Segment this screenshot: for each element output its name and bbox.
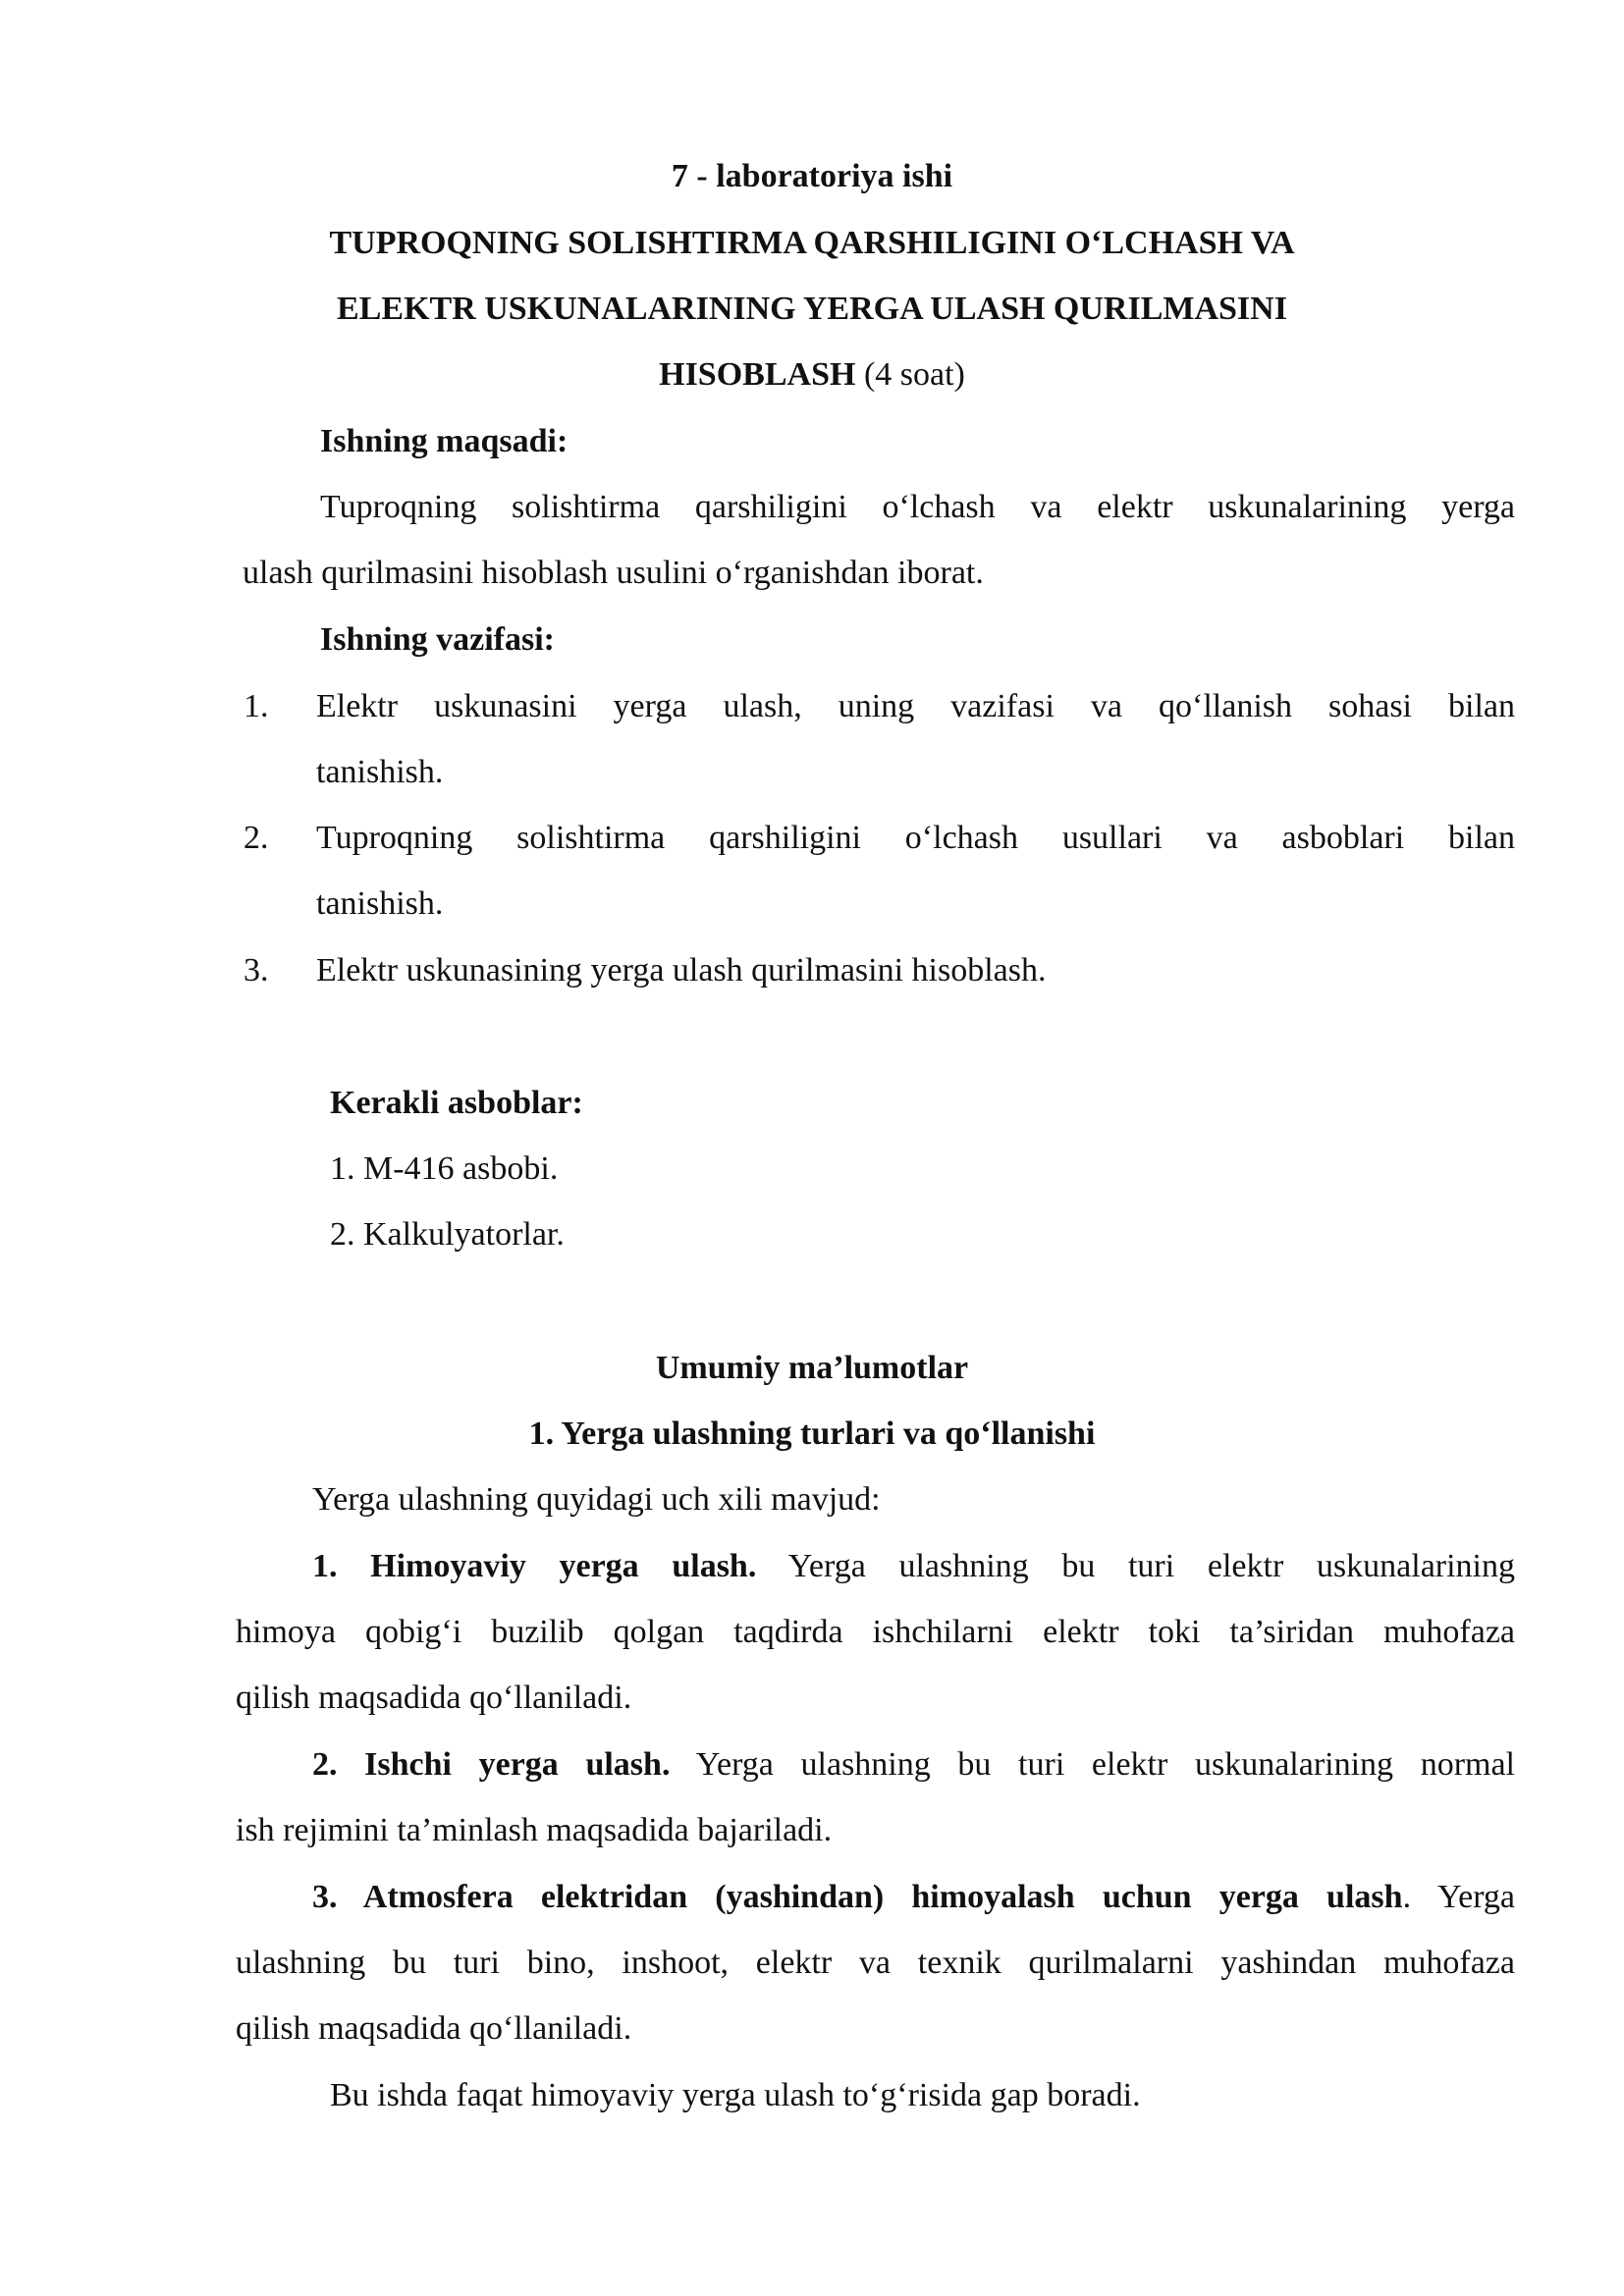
task-2-line-1: Tuproqning solishtirma qarshiligini o‘lchash usullari va asboblari bilan bbox=[316, 820, 1515, 856]
tasks-heading: Ishning vazifasi: bbox=[320, 621, 555, 658]
paragraph-1-line-2: himoya qobig‘i buzilib qolgan taqdirda ishchilarni elektr toki ta’siridan muhofaza bbox=[236, 1614, 1515, 1650]
paragraph-3-line-2: ulashning bu turi bino, inshoot, elektr va texnik qurilmalarni yashindan muhofaza bbox=[236, 1945, 1515, 1981]
closing-sentence: Bu ishda faqat himoyaviy yerga ulash to‘g‘risida gap boradi. bbox=[330, 2077, 1141, 2113]
paragraph-2-line-1 bbox=[312, 1745, 1515, 1785]
title-line-3-hours: (4 soat) bbox=[855, 356, 965, 393]
title-line-1: TUPROQNING SOLISHTIRMA QARSHILIGINI O‘LCHASH VA bbox=[329, 225, 1295, 261]
general-intro: Yerga ulashning quyidagi uch xili mavjud: bbox=[312, 1481, 881, 1518]
goal-line-2: ulash qurilmasini hisoblash usulini o‘rganishdan iborat. bbox=[243, 555, 984, 591]
goal-heading: Ishning maqsadi: bbox=[320, 423, 568, 459]
paragraph-1-bold: 1. Himoyaviy yerga ulash. bbox=[312, 1548, 757, 1584]
title-line-2: ELEKTR USKUNALARINING YERGA ULASH QURILMASINI bbox=[337, 291, 1287, 327]
general-subheading: 1. Yerga ulashning turlari va qo‘llanishi bbox=[528, 1415, 1096, 1452]
task-1-number: 1. bbox=[244, 688, 269, 724]
task-3-number: 3. bbox=[244, 952, 269, 988]
tool-item-2: 2. Kalkulyatorlar. bbox=[330, 1216, 565, 1253]
tools-heading: Kerakli asboblar: bbox=[330, 1085, 583, 1121]
general-heading: Umumiy ma’lumotlar bbox=[655, 1350, 969, 1386]
task-3-line-1: Elektr uskunasining yerga ulash qurilmasini hisoblash. bbox=[316, 952, 1047, 988]
paragraph-3-line-1-text: . Yerga bbox=[1402, 1879, 1516, 1915]
tool-item-1: 1. M-416 asbobi. bbox=[330, 1150, 559, 1187]
goal-line-1: Tuproqning solishtirma qarshiligini o‘lchash va elektr uskunalarining yerga bbox=[320, 489, 1515, 525]
paragraph-1-line-1-text: Yerga ulashning bu turi elektr uskunalarining bbox=[756, 1548, 1516, 1584]
task-2-line-2: tanishish. bbox=[316, 885, 444, 922]
task-2-number: 2. bbox=[244, 820, 269, 856]
title-line-3-bold: HISOBLASH bbox=[659, 356, 856, 393]
paragraph-1-line-1 bbox=[312, 1547, 1515, 1586]
title-line-3 bbox=[0, 355, 1624, 395]
paragraph-3-bold: 3. Atmosfera elektridan (yashindan) himoyalash uchun yerga ulash bbox=[312, 1879, 1403, 1915]
task-1-line-2: tanishish. bbox=[316, 754, 444, 790]
paragraph-1-line-3: qilish maqsadida qo‘llaniladi. bbox=[236, 1680, 632, 1716]
paragraph-3-line-3: qilish maqsadida qo‘llaniladi. bbox=[236, 2010, 632, 2047]
lab-number: 7 - laboratoriya ishi bbox=[671, 158, 953, 194]
paragraph-2-line-2: ish rejimini ta’minlash maqsadida bajariladi. bbox=[236, 1812, 833, 1848]
paragraph-3-line-1 bbox=[312, 1878, 1515, 1917]
paragraph-2-bold: 2. Ishchi yerga ulash. bbox=[312, 1746, 671, 1783]
task-1-line-1: Elektr uskunasini yerga ulash, uning vazifasi va qo‘llanish sohasi bilan bbox=[316, 688, 1515, 724]
paragraph-2-line-1-text: Yerga ulashning bu turi elektr uskunalarining normal bbox=[670, 1746, 1515, 1783]
